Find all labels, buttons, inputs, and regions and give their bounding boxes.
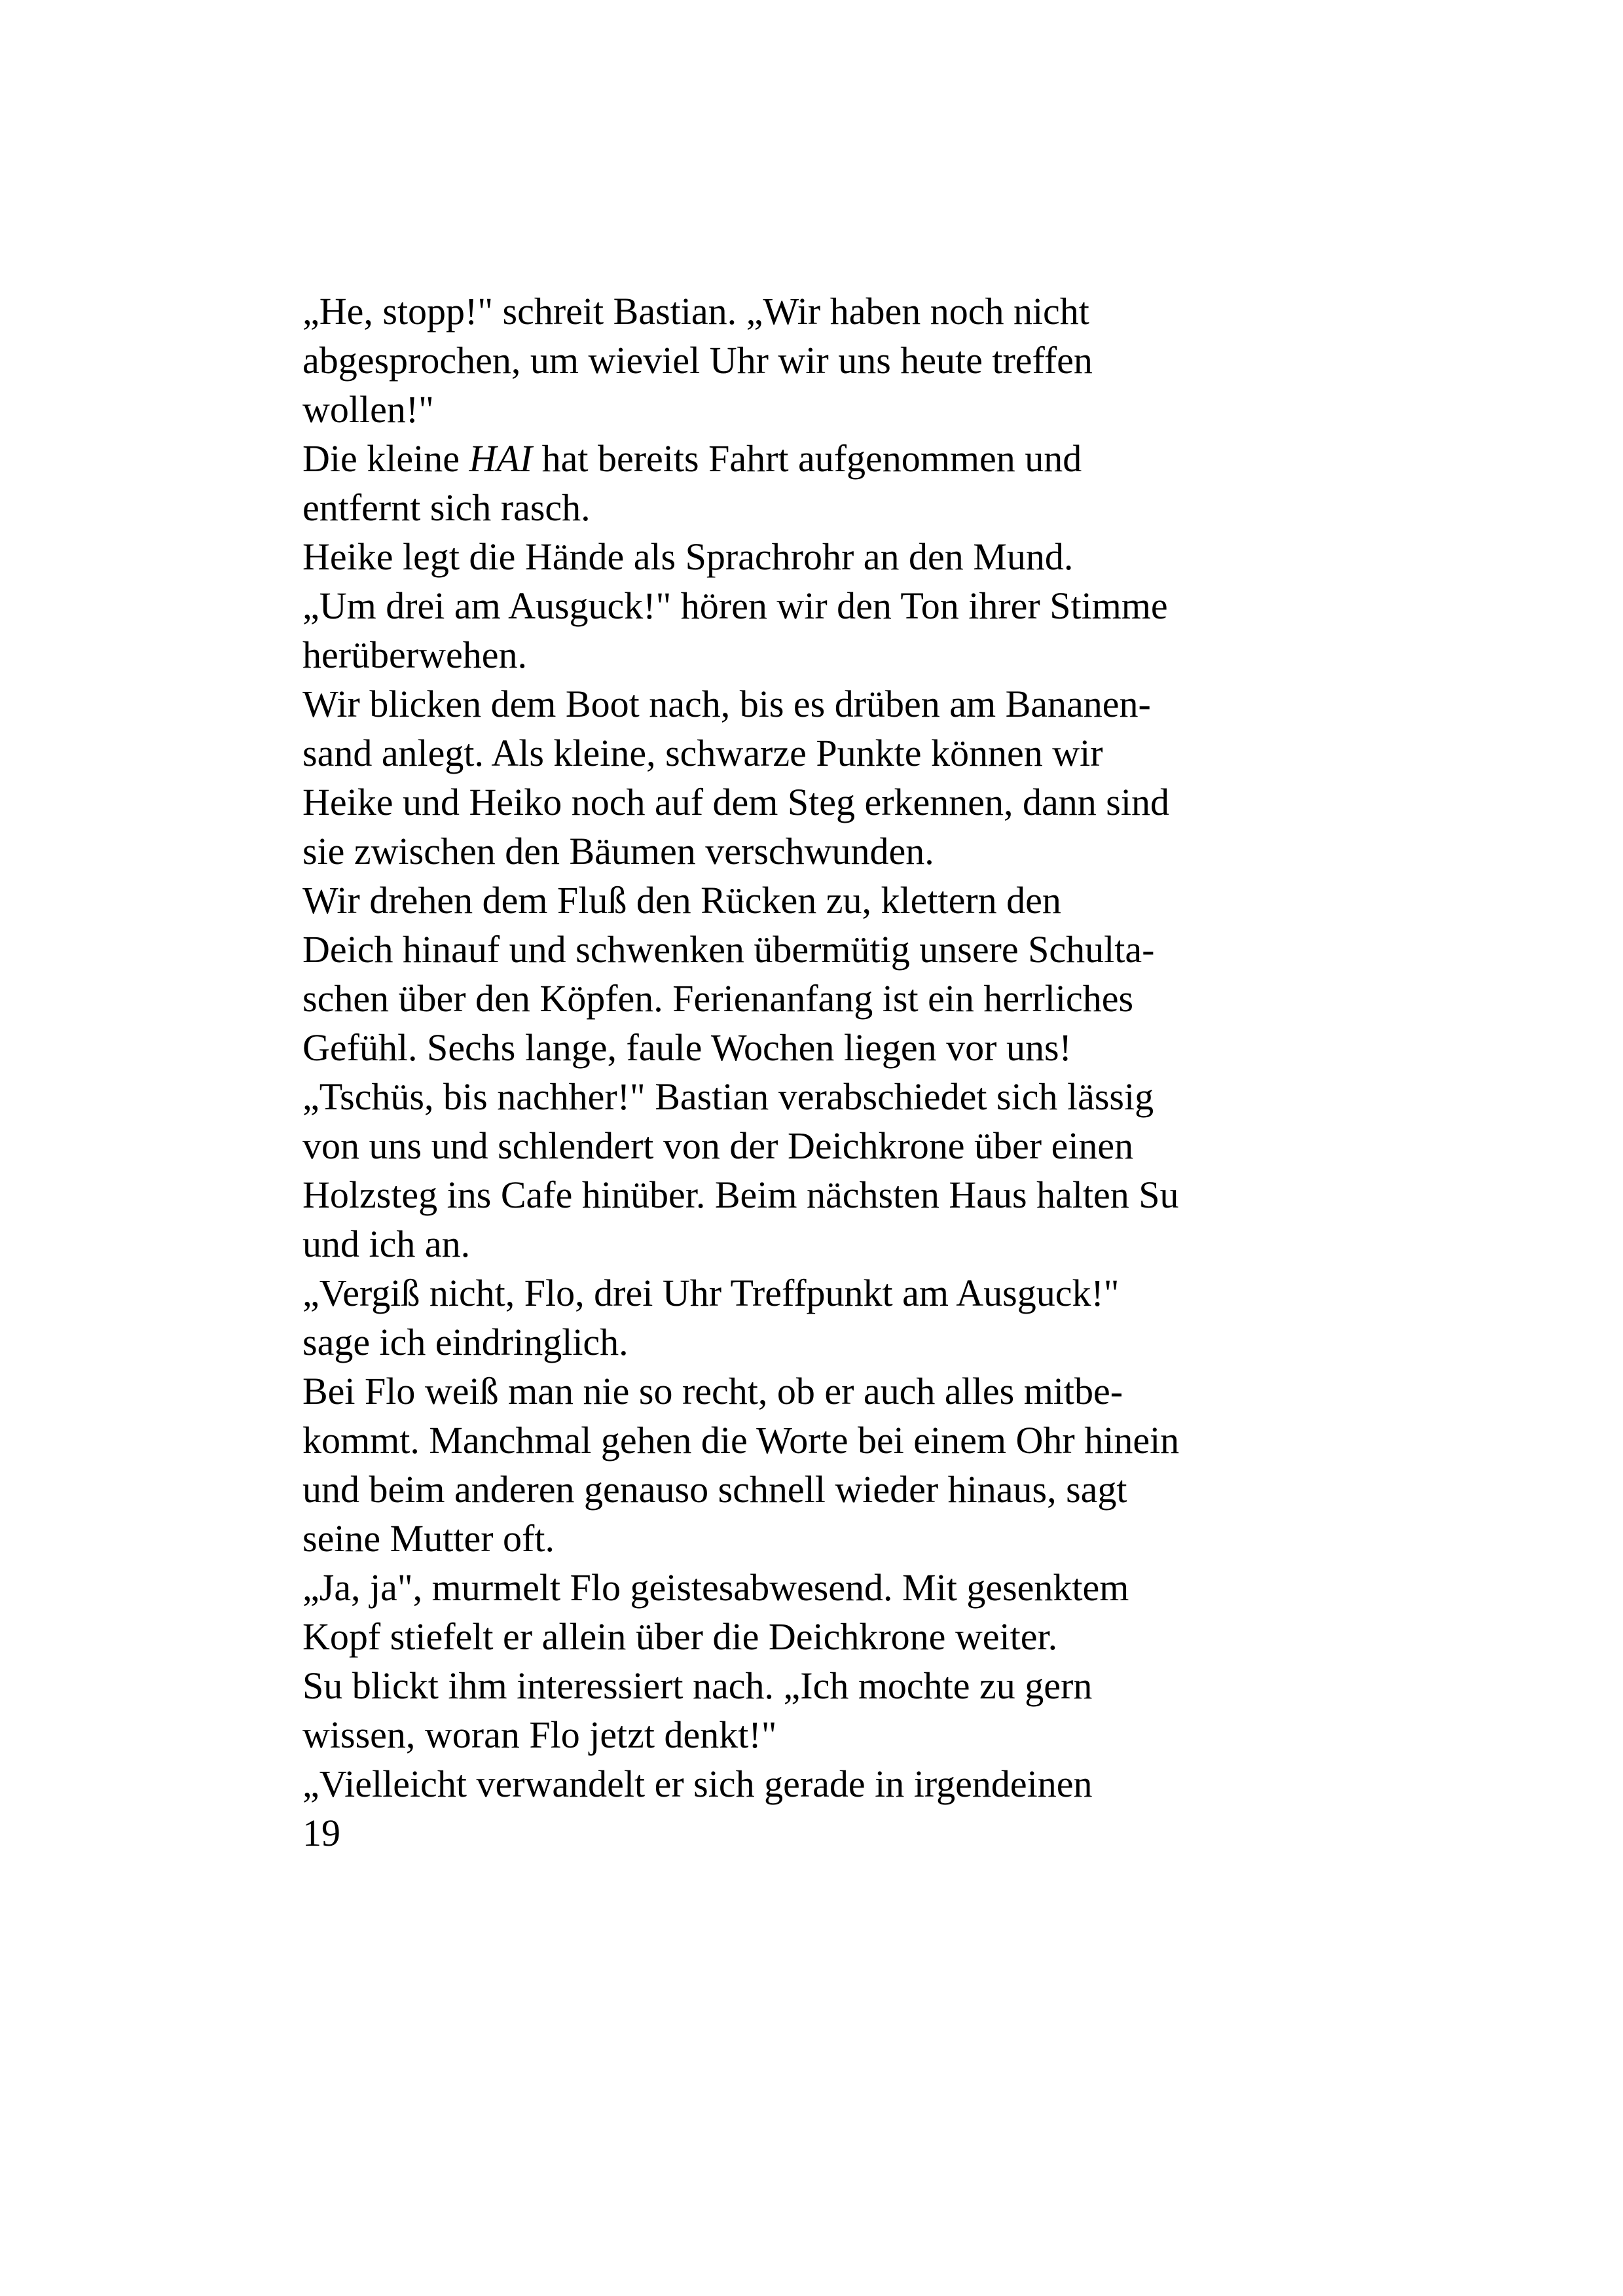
text-line: wissen, woran Flo jetzt denkt!" xyxy=(302,1713,777,1756)
text-line: Wir blicken dem Boot nach, bis es drüben am Bananen- xyxy=(302,683,1151,725)
text-line: seine Mutter oft. xyxy=(302,1517,555,1560)
text-line: wollen!" xyxy=(302,388,434,431)
text-line: sand anlegt. Als kleine, schwarze Punkte können wir xyxy=(302,732,1103,774)
text-line: „Vergiß nicht, Flo, drei Uhr Treffpunkt am Ausguck!" xyxy=(302,1272,1120,1314)
text-line: „Tschüs, bis nachher!" Bastian verabschiedet sich lässig xyxy=(302,1075,1154,1118)
text-line: schen über den Köpfen. Ferienanfang ist ein herrliches xyxy=(302,977,1134,1020)
text-line: kommt. Manchmal gehen die Worte bei einem Ohr hinein xyxy=(302,1419,1180,1462)
text-segment: hat bereits Fahrt aufgenommen und xyxy=(532,437,1082,480)
text-line: Wir drehen dem Fluß den Rücken zu, klettern den xyxy=(302,879,1061,922)
text-line: Heike und Heiko noch auf dem Steg erkennen, dann sind xyxy=(302,781,1169,823)
text-line xyxy=(302,434,1389,483)
text-line: Su blickt ihm interessiert nach. „Ich mochte zu gern xyxy=(302,1664,1093,1707)
text-line: sage ich eindringlich. xyxy=(302,1321,629,1363)
text-line: sie zwischen den Bäumen verschwunden. xyxy=(302,830,934,872)
text-line: Heike legt die Hände als Sprachrohr an den Mund. xyxy=(302,535,1074,578)
text-line: Holzsteg ins Cafe hinüber. Beim nächsten Haus halten Su xyxy=(302,1174,1179,1216)
text-line: von uns und schlendert von der Deichkrone über einen xyxy=(302,1124,1134,1167)
body-text xyxy=(302,287,1389,1857)
text-line: „Ja, ja", murmelt Flo geistesabwesend. Mit gesenktem xyxy=(302,1566,1129,1609)
text-line: abgesprochen, um wieviel Uhr wir uns heute treffen xyxy=(302,339,1093,382)
text-line: „Vielleicht verwandelt er sich gerade in irgendeinen xyxy=(302,1763,1093,1805)
text-line: und ich an. xyxy=(302,1223,471,1265)
text-line: Kopf stiefelt er allein über die Deichkrone weiter. xyxy=(302,1615,1058,1658)
text-segment: Die kleine xyxy=(302,437,469,480)
page-number: 19 xyxy=(302,1812,340,1854)
text-line: „Um drei am Ausguck!" hören wir den Ton ihrer Stimme xyxy=(302,584,1168,627)
text-line: entfernt sich rasch. xyxy=(302,486,591,529)
text-line: Bei Flo weiß man nie so recht, ob er auch alles mitbe- xyxy=(302,1370,1123,1412)
boat-name: HAI xyxy=(469,437,533,480)
text-line: Gefühl. Sechs lange, faule Wochen liegen vor uns! xyxy=(302,1026,1072,1069)
text-line: „He, stopp!" schreit Bastian. „Wir haben noch nicht xyxy=(302,290,1089,332)
text-line: Deich hinauf und schwenken übermütig unsere Schulta- xyxy=(302,928,1155,971)
text-line: herüberwehen. xyxy=(302,634,527,676)
text-line: und beim anderen genauso schnell wieder hinaus, sagt xyxy=(302,1468,1127,1511)
